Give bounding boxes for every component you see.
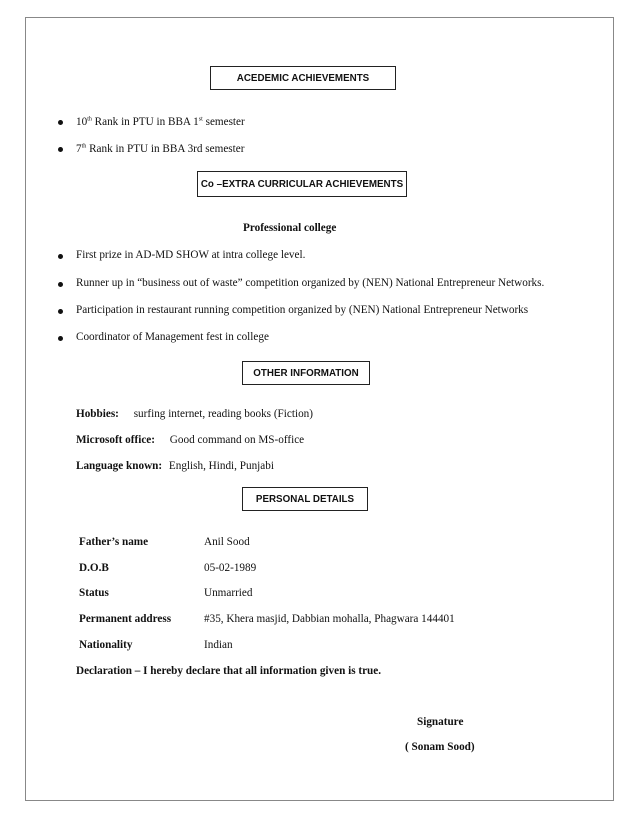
ms-office-value: Good command on MS-office: [169, 434, 305, 446]
other-heading: OTHER INFORMATION: [242, 361, 370, 385]
bullet: [58, 120, 63, 125]
extra-subheading: Professional college: [243, 222, 337, 234]
personal-value-status: Unmarried: [204, 587, 253, 599]
extra-heading: Co –EXTRA CURRICULAR ACHIEVEMENTS: [197, 171, 407, 197]
academic-heading: ACEDEMIC ACHIEVEMENTS: [210, 66, 396, 90]
bullet: [58, 336, 63, 341]
ms-office-row: [76, 434, 304, 446]
extra-item-1: First prize in AD-MD SHOW at intra college level.: [76, 249, 306, 261]
signature-label: Signature: [417, 716, 464, 728]
personal-label-address: Permanent address: [79, 613, 172, 625]
academic-item-1: 10th Rank in PTU in BBA 1st semester: [76, 116, 245, 128]
personal-value-address: #35, Khera masjid, Dabbian mohalla, Phagwara 144401: [204, 613, 455, 625]
language-row: [76, 460, 274, 472]
personal-label-father: Father’s name: [79, 536, 149, 548]
personal-value-father: Anil Sood: [204, 536, 250, 548]
personal-value-nationality: Indian: [204, 639, 233, 651]
personal-label-dob: D.O.B: [79, 562, 109, 574]
personal-heading: PERSONAL DETAILS: [242, 487, 368, 511]
declaration: Declaration – I hereby declare that all information given is true.: [76, 665, 382, 677]
extra-item-4: Coordinator of Management fest in college: [76, 331, 269, 343]
bullet: [58, 147, 63, 152]
bullet: [58, 282, 63, 287]
personal-label-status: Status: [79, 587, 109, 599]
hobbies-value: surfing internet, reading books (Fiction): [133, 408, 313, 420]
language-label: Language known:: [76, 460, 163, 472]
bullet: [58, 309, 63, 314]
bullet: [58, 254, 63, 259]
hobbies-label: Hobbies:: [76, 408, 119, 420]
academic-item-2: 7th Rank in PTU in BBA 3rd semester: [76, 143, 245, 155]
extra-item-3: Participation in restaurant running competition organized by (NEN) National Entrepreneur Networks: [76, 304, 529, 316]
extra-item-2: Runner up in “business out of waste” competition organized by (NEN) National Entrepreneur Networks.: [76, 277, 545, 289]
hobbies-row: [76, 408, 313, 420]
personal-label-nationality: Nationality: [79, 639, 133, 651]
personal-value-dob: 05-02-1989: [204, 562, 257, 574]
ms-office-label: Microsoft office:: [76, 434, 155, 446]
signature-name: ( Sonam Sood): [405, 741, 475, 753]
language-value: English, Hindi, Punjabi: [168, 460, 274, 472]
